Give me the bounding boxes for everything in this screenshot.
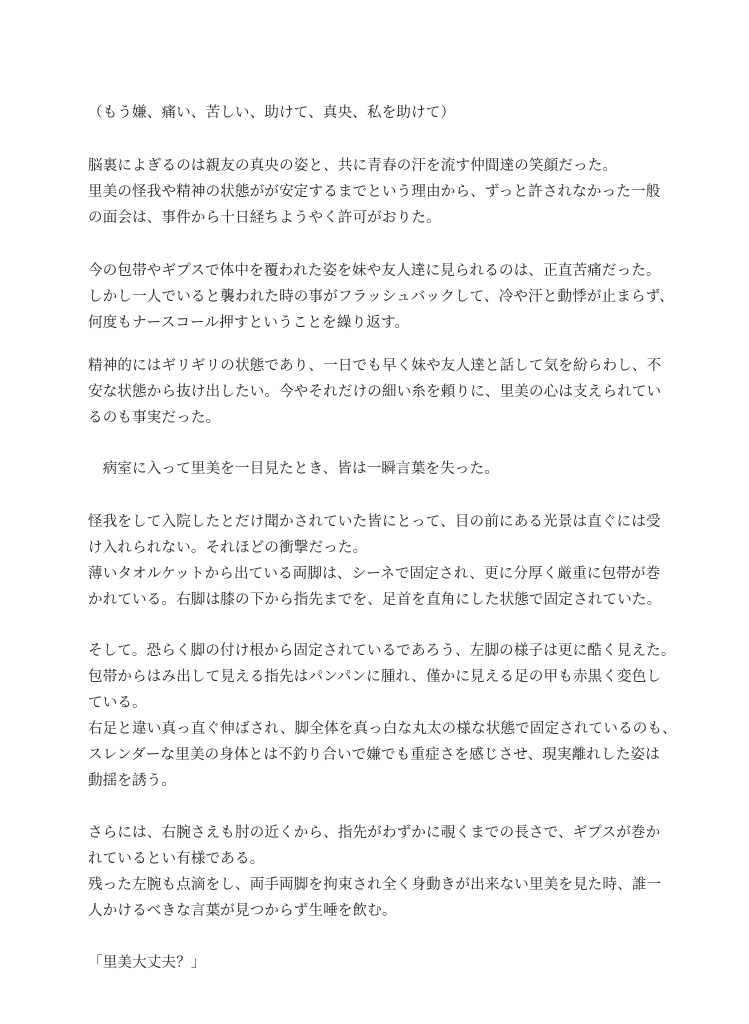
text-line: 残った左腕も点滴をし、両手両脚を拘束され全く身動きが出来ない里美を見た時、誰一 [88, 877, 662, 893]
text-line: 人かけるべきな言葉が見つからず生唾を飲む。 [88, 903, 397, 919]
text-line: 安な状態から抜け出したい。今やそれだけの細い糸を頼りに、里美の心は支えられてい [88, 384, 662, 400]
text-line: 精神的にはギリギリの状態であり、一日でも早く妹や友人達と話して気を紛らわし、不 [88, 358, 662, 374]
text-line: 脳裏によぎるのは親友の真央の姿と、共に青春の汗を流す仲間達の笑顔だった。 [88, 158, 618, 174]
text-line: れているとい有様である。 [88, 851, 265, 867]
text-line: 里美の怪我や精神の状態がが安定するまでという理由から、ずっと許されなかった一般 [88, 184, 661, 200]
text-line: スレンダーな里美の身体とは不釣り合いで嫌でも重症さを感じさせ、現実離れした姿は [88, 747, 660, 763]
text-line: 病室に入って里美を一目見たとき、皆は一瞬言葉を失った。 [88, 461, 500, 477]
text-line: け入れられない。それほどの衝撃だった。 [88, 540, 368, 556]
text-line: 怪我をして入院したとだけ聞かされていた皆にとって、目の前にある光景は直ぐには受 [88, 514, 661, 530]
text-line: 何度もナースコール押すということを繰り返す。 [88, 315, 410, 331]
text-line: 右足と違い真っ直ぐ伸ばされ、脚全体を真っ白な丸太の様な状態で固定されているのも、 [88, 721, 677, 737]
text-line: さらには、右腕さえも肘の近くから、指先がわずかに覗くまでの長さで、ギプスが巻か [88, 825, 661, 841]
text-line: ている。 [88, 695, 147, 711]
text-line: 今の包帯やギプスで体中を覆われた姿を妹や友人達に見られるのは、正直苦痛だった。 [88, 263, 661, 279]
text-line: 動揺を誘う。 [88, 773, 177, 789]
text-line: の面会は、事件から十日経ちようやく許可がおりた。 [88, 210, 441, 226]
text-line: そして。恐らく脚の付け根から固定されているであろう、左脚の様子は更に酷く見えた。 [88, 643, 676, 659]
text-line: 薄いタオルケットから出ている両脚は、シーネで固定され、更に分厚く厳重に包帯が巻 [88, 566, 661, 582]
text-line: るのも事実だった。 [88, 410, 221, 426]
text-line: しかし一人でいると襲われた時の事がフラッシュバックして、冷や汗と動悸が止まらず、 [88, 289, 674, 305]
text-line: （もう嫌、痛い、苦しい、助けて、真央、私を助けて） [88, 105, 456, 121]
text-line: 包帯からはみ出して見える指先はパンパンに腫れ、僅かに見える足の甲も赤黒く変色し [88, 669, 662, 685]
text-line: かれている。右脚は膝の下から指先までを、足首を直角にした状態で固定されていた。 [88, 592, 662, 608]
text-line: 「里美大丈夫？」 [88, 955, 206, 971]
